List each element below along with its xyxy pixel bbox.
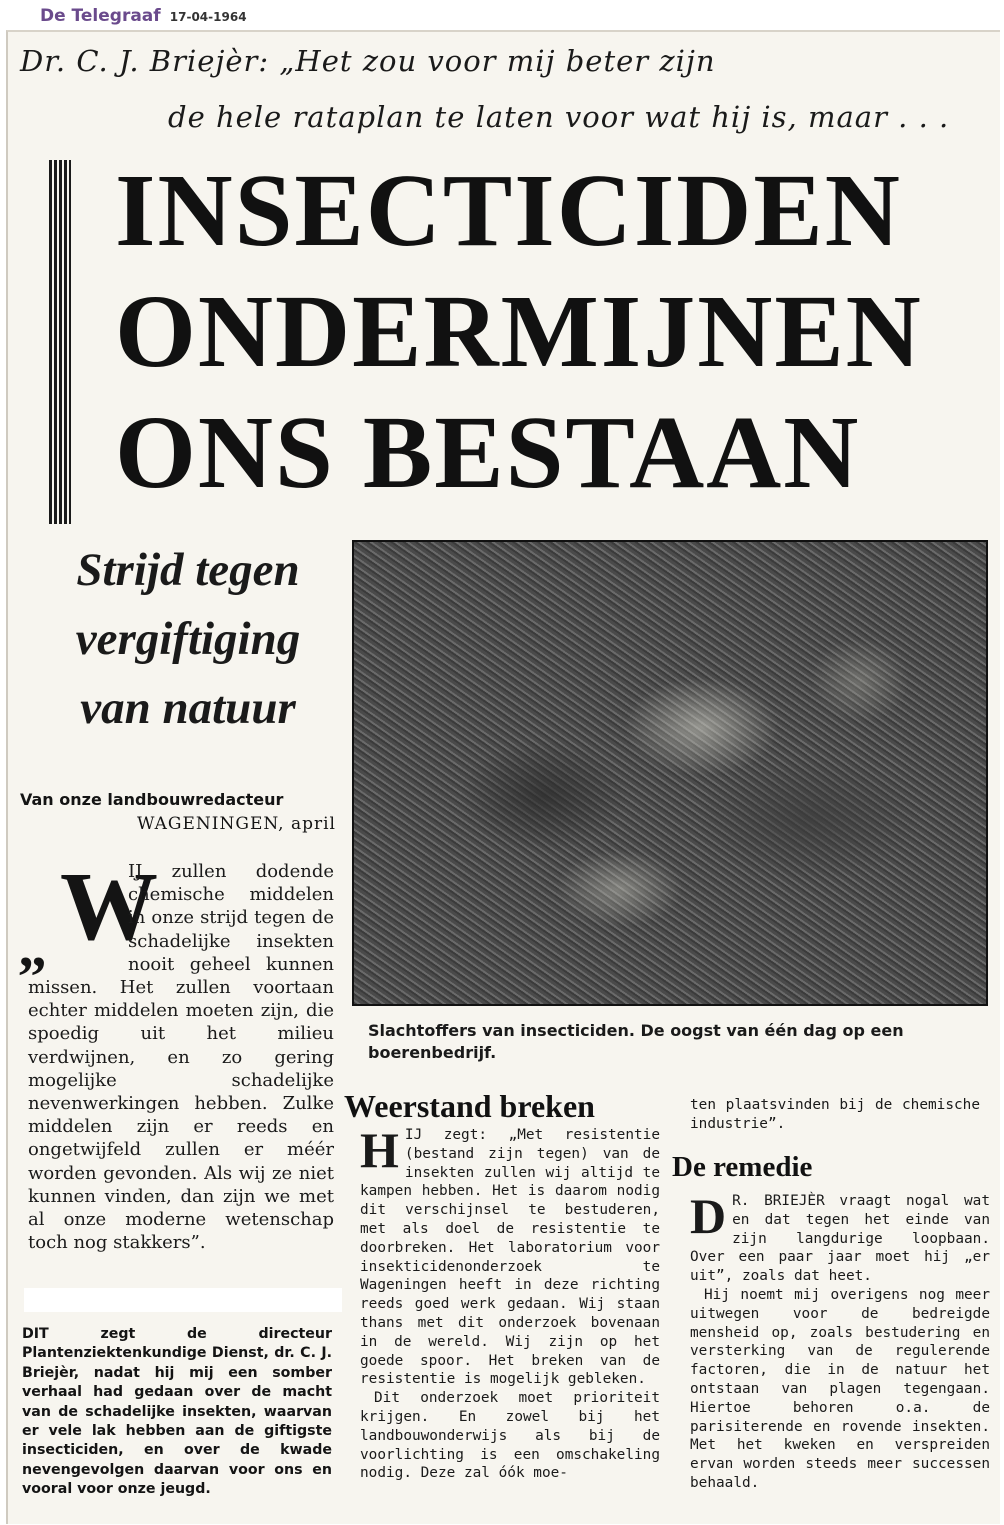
kicker-line-1: Dr. C. J. Briejèr: „Het zou voor mij beter zijn [20, 44, 716, 78]
news-photo [352, 540, 988, 1006]
dit-paragraph: DIT zegt de directeur Plantenziektenkundige Dienst, dr. C. J. Briejèr, nadat hij mij een somber verhaal had gedaan over de macht van de schadelijke insekten, waarvan er vele lak hebben aan de giftigste insecticiden, en over de kwade nevengevolgen daarvan voor ons en vooral voor onze jeugd. [22, 1326, 332, 1498]
section1-paragraph-1: IJ zegt: „Met resistentie (bestand zijn tegen) van de insekten zullen wij altijd te kampen hebben. Het is daarom nodig dit verschijnsel te bestuderen, met als doel de resistentie te doorbreken. Het laboratorium voor insekticidenonderzoek te Wageningen heeft in deze richting reeds goed werk gedaan. Wij staan thans met dit onderzoek bovenaan in de wereld. Wij zijn op het goede spoor. Het breken van de resistentie is mogelijk gebleken. [360, 1127, 660, 1388]
photo-caption: Slachtoffers van insecticiden. De oogst van één dag op een boerenbedrijf. [368, 1021, 904, 1062]
byline-dateline: WAGENINGEN, april [137, 814, 336, 834]
opening-quote-mark: „ [18, 914, 47, 979]
masthead [40, 6, 247, 26]
byline [20, 788, 336, 836]
intro-paragraph [28, 853, 334, 1254]
headline-rule [49, 160, 71, 524]
subheadline [28, 536, 348, 743]
section-title-weerstand: Weerstand breken [344, 1088, 595, 1124]
section2-paragraph-2: Hij noemt mij overigens nog meer uitwegen voor de bedreigde mensheid op, zoals bestudering en versterking van de regulerende factoren, die in de natuur het ontstaan van plagen tegengaan. Hiertoe behoren o.a. de parisiterende en rovende insekten. Met het kweken en verspreiden ervan worden steeds meer successen behaald. [690, 1286, 990, 1491]
headline-line-3: ONS BESTAAN [115, 395, 861, 510]
section1-paragraph-2: Dit onderzoek moet prioriteit krijgen. En zowel bij het landbouwonderwijs als bij de voorlichting is een omschakeling nodig. Deze zal óók moe- [360, 1390, 660, 1482]
blank-strip [24, 1288, 342, 1312]
intro-drop-cap: W [60, 853, 158, 961]
column-weerstand [360, 1122, 660, 1483]
newspaper-name: De Telegraaf [40, 6, 161, 26]
headline [115, 150, 975, 513]
section-title-remedie: De remedie [672, 1151, 813, 1183]
section1-continued: ten plaatsvinden bij de chemische industrie”. [690, 1097, 980, 1132]
subhead-line-3: van natuur [80, 682, 296, 734]
subhead-line-1: Strijd tegen [76, 544, 300, 596]
column-continuation [690, 1096, 980, 1134]
publication-date: 17-04-1964 [169, 10, 247, 24]
headline-line-2: ONDERMIJNEN [115, 274, 923, 389]
intro-text: IJ zullen dodende chemische middelen in onze strijd tegen de schadelijke insekten nooit geheel kunnen missen. Het zullen voortaan echter middelen moeten zijn, die spoedig uit het milieu verdwijnen, en zo gering mogelijke schadelijke nevenwerkingen hebben. Zulke middelen zijn er reeds en ongetwijfeld zullen er méér worden gevonden. Als wij ze niet kunnen vinden, dan zijn we met al onze moderne wetenschap toch nog stakkers”. [28, 861, 334, 1254]
section1-drop-cap: H [360, 1122, 399, 1178]
headline-line-1: INSECTICIDEN [115, 153, 902, 268]
section2-paragraph-1: R. BRIEJÈR vraagt nogal wat en dat tegen het einde van zijn langdurige loopbaan. Over een paar jaar moet hij „er uit”, zoals dat heet. [690, 1193, 990, 1285]
kicker-line-2: de hele rataplan te laten voor wat hij is, maar . . . [168, 100, 950, 134]
column-remedie [690, 1188, 990, 1493]
byline-author: Van onze landbouwredacteur [20, 790, 284, 809]
subhead-line-2: vergiftiging [75, 613, 301, 665]
section2-drop-cap: D [690, 1188, 727, 1244]
